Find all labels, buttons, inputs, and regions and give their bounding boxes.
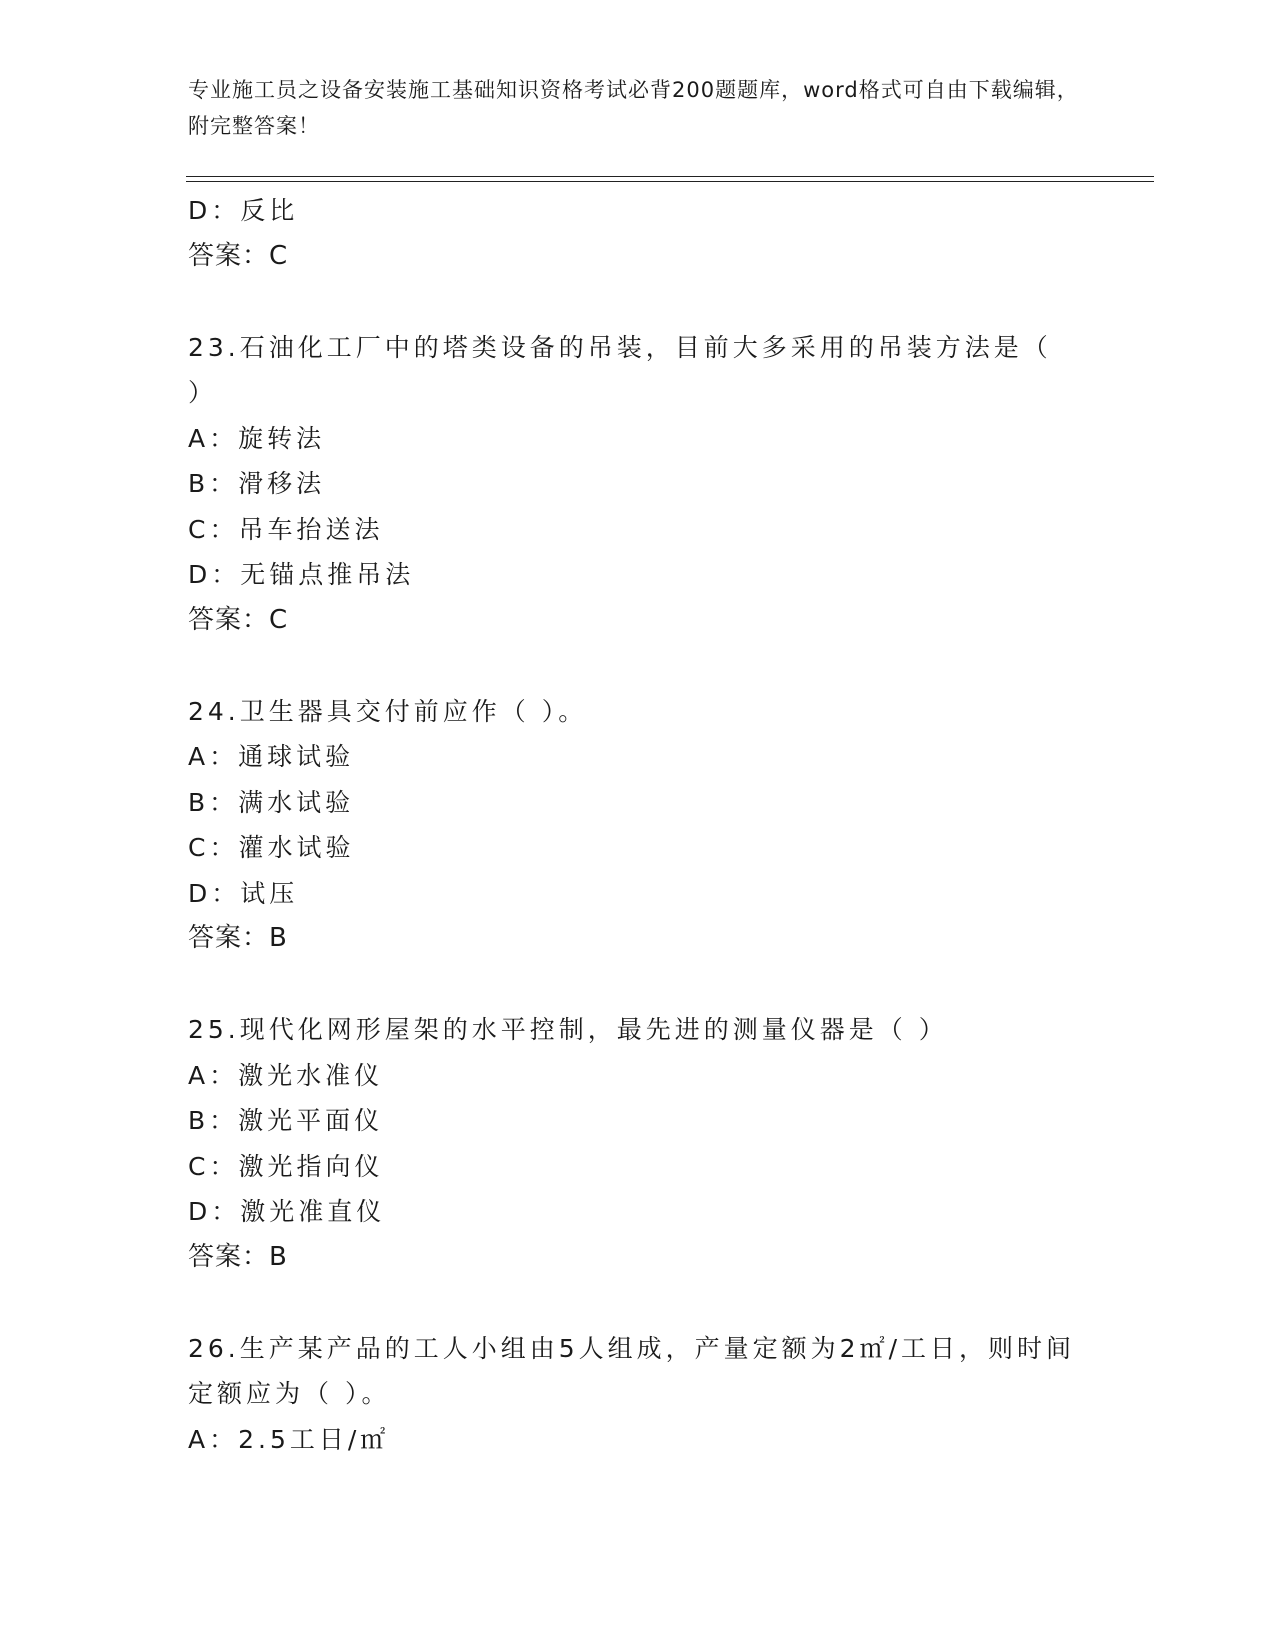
option-d: D：试压 (188, 878, 299, 908)
option-a: A：激光水准仪 (188, 1060, 384, 1090)
answer-line: 答案：B (188, 1241, 288, 1272)
option-b: B：激光平面仪 (188, 1106, 384, 1135)
question-text: 25.现代化网形屋架的水平控制，最先进的测量仪器是（ ） (188, 1015, 948, 1044)
option-c: C：吊车抬送法 (188, 514, 384, 544)
option-c: C：灌水试验 (188, 833, 355, 862)
question-text: 24.卫生器具交付前应作（ ）。 (188, 696, 588, 726)
question-list (188, 188, 1088, 1462)
answer-line: 答案：B (188, 923, 288, 953)
option-b: B：满水试验 (188, 787, 355, 817)
option-b: B：滑移法 (188, 469, 326, 498)
spacer (188, 643, 1088, 689)
answer-line: 答案：C (188, 604, 289, 635)
option-d: D：反比 (188, 196, 299, 225)
header-divider-bottom (186, 181, 1154, 182)
option-d: D：无锚点推吊法 (188, 560, 415, 589)
spacer (188, 279, 1088, 325)
spacer (188, 1280, 1088, 1326)
option-a: A：旋转法 (188, 423, 326, 453)
option-a: A：2.5工日/㎡ (188, 1424, 390, 1454)
option-d: D：激光准直仪 (188, 1197, 386, 1226)
page-header: 专业施工员之设备安装施工基础知识资格考试必背200题题库，word格式可自由下载编辑，附完整答案！ (188, 78, 1079, 138)
question-text: 26.生产某产品的工人小组由5人组成，产量定额为2㎡/工日，则时间定额应为（ ）。 (188, 1333, 1075, 1408)
answer-line: 答案：C (188, 240, 289, 271)
spacer (188, 962, 1088, 1008)
option-a: A：通球试验 (188, 742, 355, 771)
option-c: C：激光指向仪 (188, 1151, 384, 1181)
header-divider-top (186, 176, 1154, 177)
question-text: 23.石油化工厂中的塔类设备的吊装，目前大多采用的吊装方法是（ ） (188, 332, 1052, 407)
